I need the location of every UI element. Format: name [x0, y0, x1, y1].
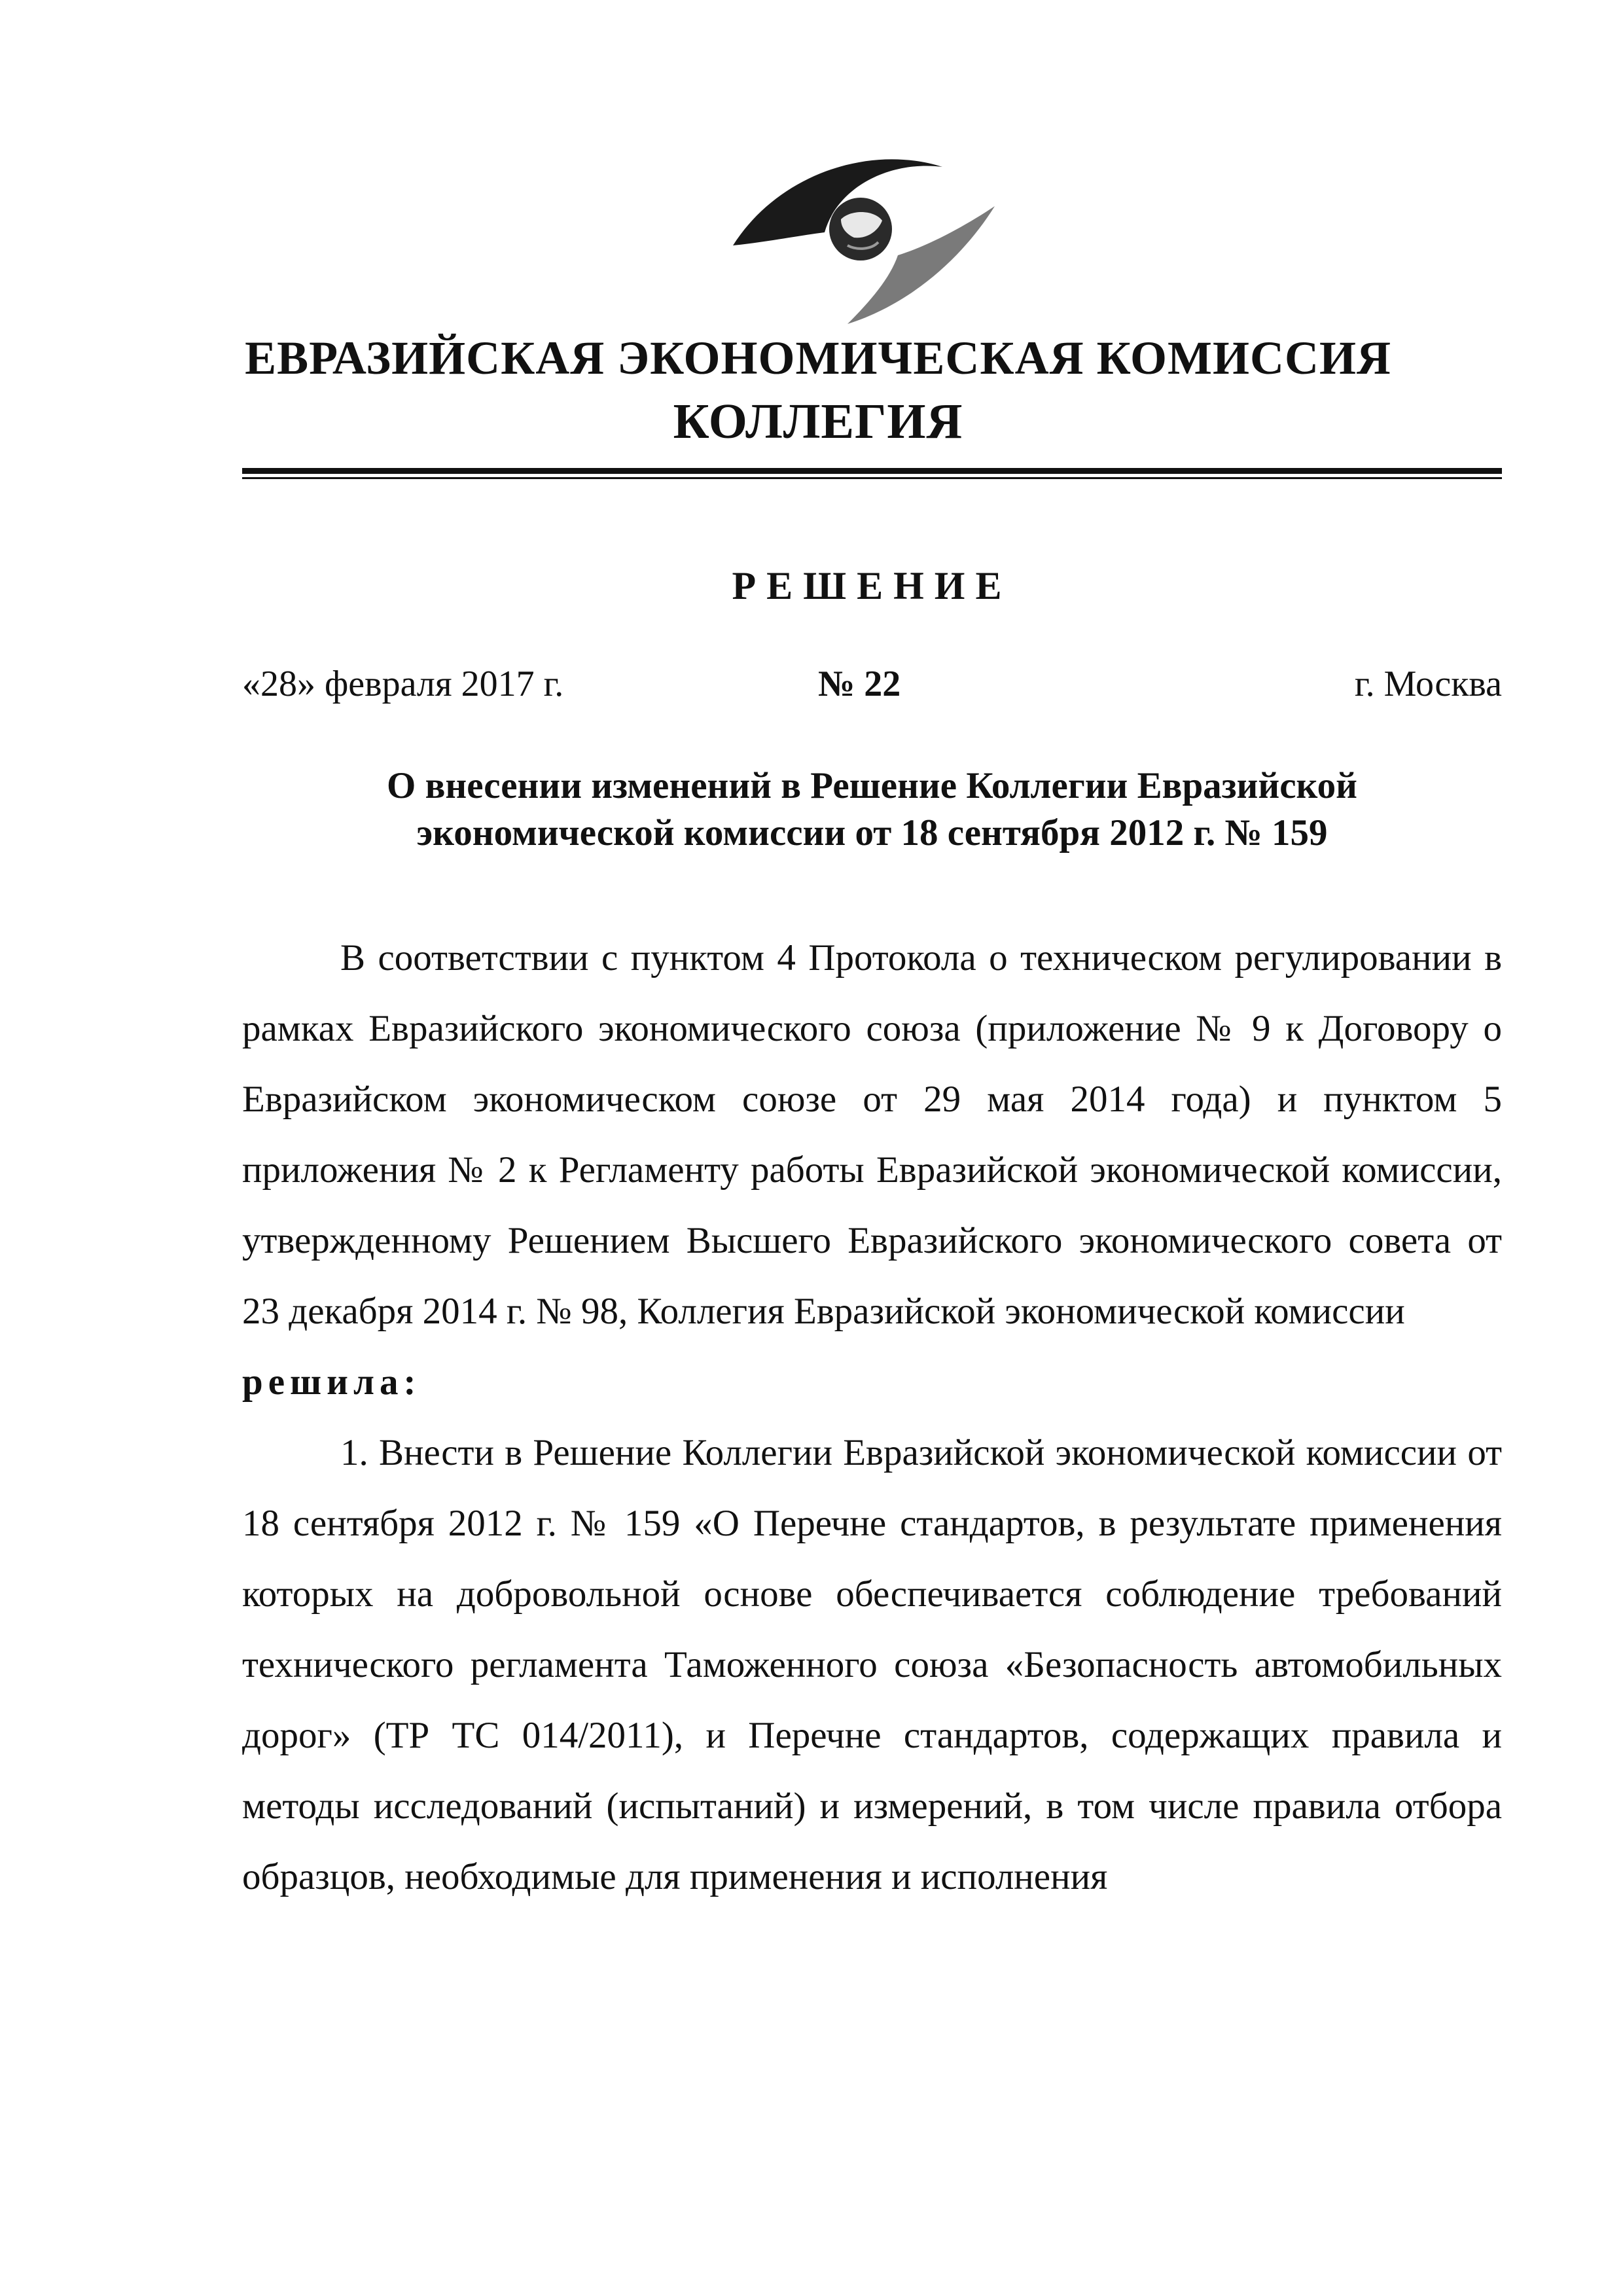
- organization-body: КОЛЛЕГИЯ: [673, 394, 963, 449]
- preamble-text: В соответствии с пунктом 4 Протокола о техническом регулировании в рамках Евразийского экономического союза (приложение № 9 к Договору о Евразийском экономическом союзе от 29 мая 2014 года) и пунктом 5 приложения № 2 к Регламенту работы Евразийской экономической комиссии, утвержденному Решением Высшего Евразийского экономического совета от 23 декабря 2014 г. № 98, Коллегия Евразийской экономической комиссии: [242, 937, 1502, 1332]
- document-type: РЕШЕНИЕ: [732, 564, 1012, 607]
- document-city: г. Москва: [1354, 664, 1502, 704]
- document-title-line-2: экономической комиссии от 18 сентября 2012 г. № 159: [416, 812, 1328, 853]
- header-divider-thick: [242, 468, 1502, 474]
- document-date: «28» февраля 2017 г.: [242, 664, 564, 704]
- preamble-paragraph: [242, 923, 1502, 1418]
- document-body: [242, 923, 1502, 1912]
- header-divider-thin: [242, 477, 1502, 479]
- resolved-word: решила:: [242, 1361, 421, 1403]
- document-number: № 22: [818, 664, 901, 704]
- item-1-paragraph: 1. Внести в Решение Коллегии Евразийской экономической комиссии от 18 сентября 2012 г. № 159 «О Перечне стандартов, в результате применения которых на добровольной основе обеспечивается соблюдение требований технического регламента Таможенного союза «Безопасность автомобильных дорог» (ТР ТС 014/2011), и Перечне стандартов, содержащих правила и методы исследований (испытаний) и измерений, в том числе правила отбора образцов, необходимые для применения и исполнения: [242, 1432, 1502, 1897]
- document-title: [242, 762, 1502, 857]
- organization-name: ЕВРАЗИЙСКАЯ ЭКОНОМИЧЕСКАЯ КОМИССИЯ: [245, 332, 1391, 384]
- eec-emblem-logo: [726, 147, 995, 324]
- document-meta-row: [242, 658, 1502, 710]
- document-title-line-1: О внесении изменений в Решение Коллегии Евразийской: [387, 765, 1357, 806]
